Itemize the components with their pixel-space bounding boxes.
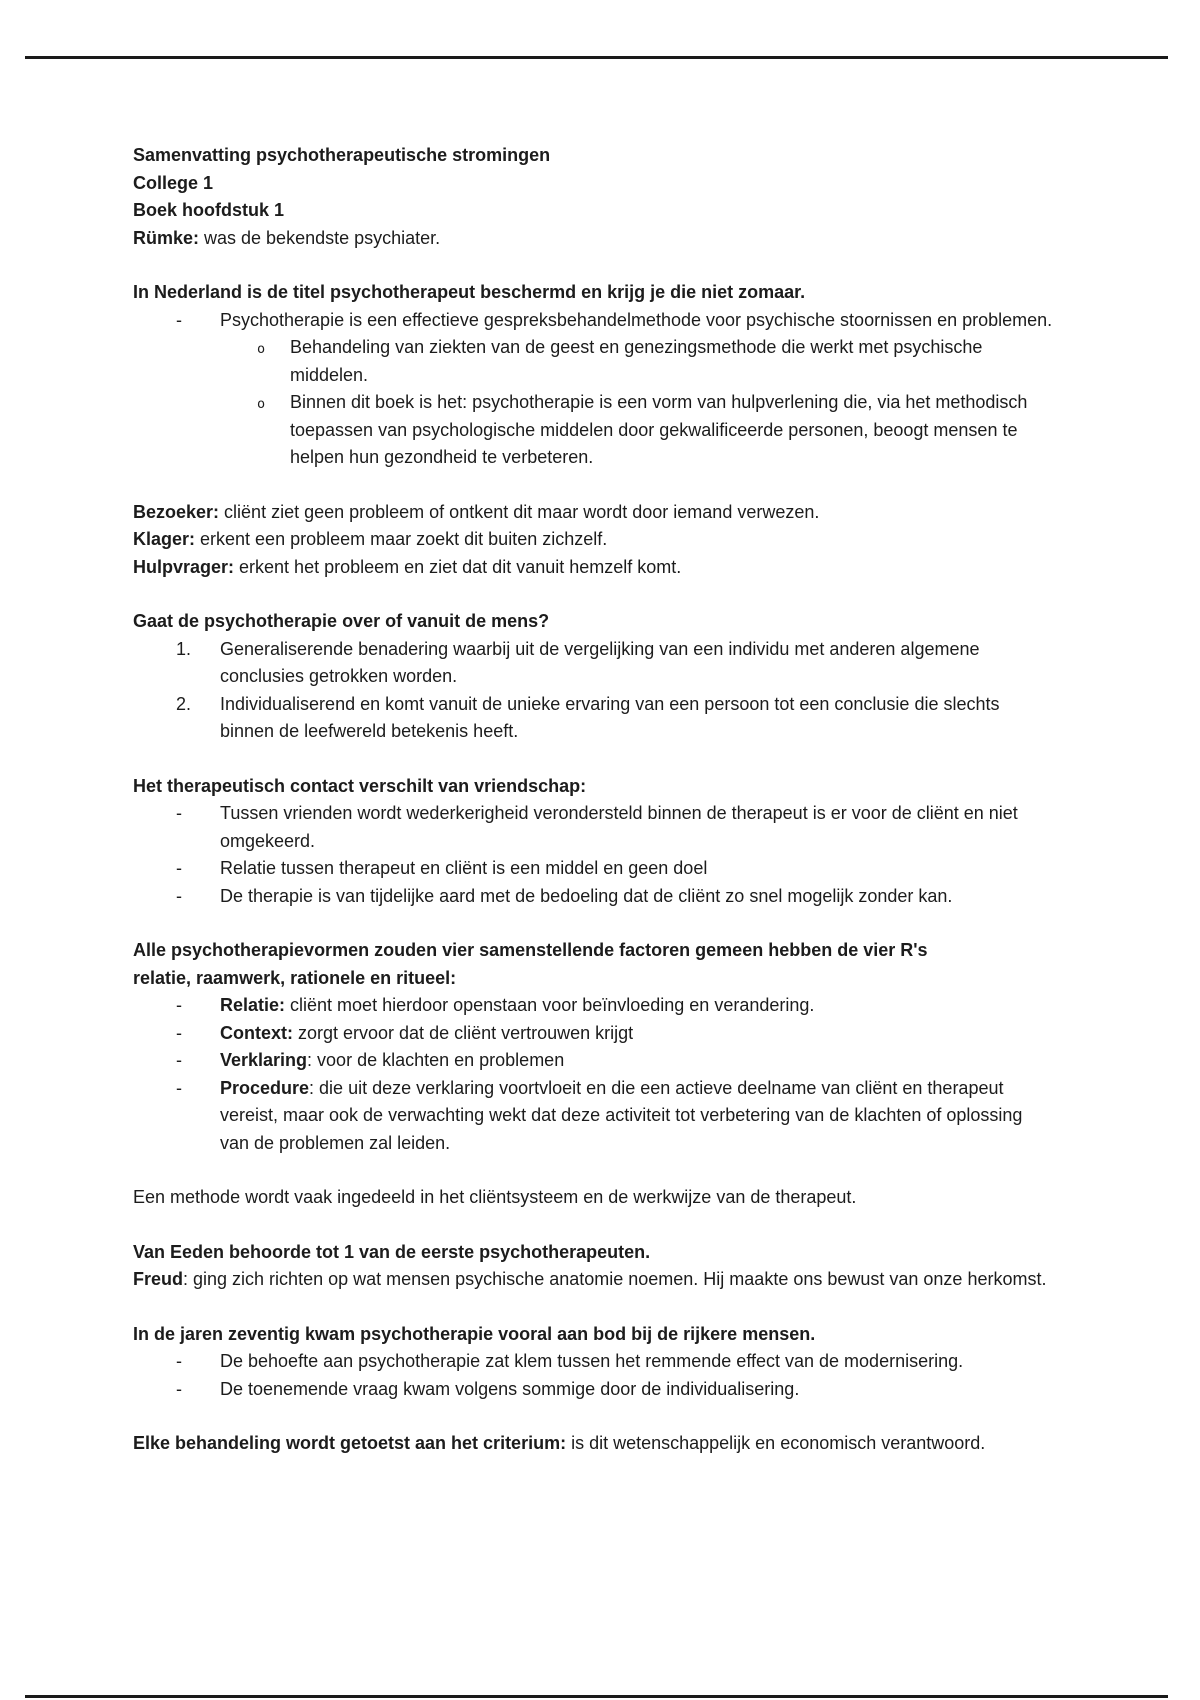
definition-line-hulpvrager	[133, 554, 1053, 582]
doc-title: Samenvatting psychotherapeutische stromingen	[133, 145, 551, 165]
term-label: Procedure	[220, 1077, 310, 1098]
term-text: erkent een probleem maar zoekt dit buiten zichzelf.	[195, 529, 608, 549]
bullet-marker: -	[176, 1077, 182, 1098]
term-label: Hulpvrager:	[133, 556, 235, 577]
section-heading: Het therapeutisch contact verschilt van vriendschap:	[133, 775, 587, 796]
bullet-text: Relatie tussen therapeut en cliënt is een middel en geen doel	[220, 858, 708, 878]
bullet-text: Behandeling van ziekten van de geest en genezingsmethode die werkt met psychische middelen.	[290, 337, 983, 385]
numbered-item	[133, 636, 1053, 691]
term-text: is dit wetenschappelijk en economisch verantwoord.	[566, 1433, 986, 1453]
bullet-item	[133, 800, 1053, 855]
document-body	[133, 142, 1053, 1485]
bullet-marker: -	[176, 858, 182, 878]
numbered-item	[133, 691, 1053, 746]
paragraph-criterium	[133, 1430, 1053, 1458]
bullet-item	[133, 334, 1053, 389]
bullet-text	[220, 1047, 1053, 1075]
term-label: Verklaring	[220, 1050, 308, 1070]
numbered-text: Generaliserende benadering waarbij uit de vergelijking van een individu met anderen algemene conclusies getrokken worden.	[220, 638, 980, 686]
number-marker: 1.	[176, 638, 192, 659]
bullet-text: Psychotherapie is een effectieve gespreksbehandelmethode voor psychische stoornissen en problemen.	[220, 309, 1053, 330]
bullet-text: Binnen dit boek is het: psychotherapie is een vorm van hulpverlening die, via het methodisch toepassen van psychologische middelen door gekwalificeerde personen, beoogt mensen te helpen hun gezondheid te verbeteren.	[290, 392, 1028, 467]
bullet-marker: -	[176, 1351, 182, 1371]
section-heading: In de jaren zeventig kwam psychotherapie vooral aan bod bij de rijkere mensen.	[133, 1323, 816, 1344]
number-marker: 2.	[176, 693, 192, 714]
paragraph-methode	[133, 1184, 1053, 1212]
bullet-item	[133, 307, 1053, 335]
term-label: Klager:	[133, 529, 196, 549]
bullet-item	[133, 1047, 1053, 1075]
bullet-text	[220, 1020, 1053, 1048]
bullet-item	[133, 1348, 1053, 1376]
section-nederland	[133, 279, 1053, 472]
definition-line-freud	[133, 1266, 1053, 1294]
bullet-marker: -	[176, 1022, 182, 1043]
bullet-item	[133, 855, 1053, 883]
bottom-divider	[25, 1695, 1168, 1698]
bullet-marker: -	[176, 1050, 182, 1070]
term-label: Bezoeker:	[133, 501, 220, 522]
term-text: zorgt ervoor dat de cliënt vertrouwen krijgt	[293, 1022, 634, 1043]
bullet-item	[133, 1020, 1053, 1048]
term-text: : die uit deze verklaring voortvloeit en die een actieve deelname van cliënt en therapeut vereist, maar ook de verwachting wekt dat deze activiteit tot verbetering van de klachten of oplossing van de problemen zal leiden.	[220, 1077, 1023, 1153]
bullet-marker: -	[176, 995, 182, 1015]
section-heading-line2: relatie, raamwerk, rationele en ritueel:	[133, 967, 457, 988]
term-label: Elke behandeling wordt getoetst aan het criterium:	[133, 1433, 567, 1453]
term-text: cliënt moet hierdoor openstaan voor beïnvloeding en verandering.	[285, 995, 815, 1015]
definition-line-rumke	[133, 225, 1053, 253]
definition-line-klager	[133, 526, 1053, 554]
bullet-item	[133, 1376, 1053, 1404]
section-jaren-zeventig	[133, 1321, 1053, 1404]
title-line-boek: Boek hoofdstuk 1	[133, 200, 285, 220]
section-heading: In Nederland is de titel psychotherapeut beschermd en krijg je die niet zomaar.	[133, 282, 806, 302]
bullet-item	[133, 389, 1053, 472]
term-label: Context:	[220, 1022, 293, 1043]
paragraph-text	[133, 1430, 1053, 1458]
bullet-text: De therapie is van tijdelijke aard met de bedoeling dat de cliënt zo snel mogelijk zonder kan.	[220, 885, 953, 906]
bullet-text: Tussen vrienden wordt wederkerigheid verondersteld binnen de therapeut is er voor de cliënt en niet omgekeerd.	[220, 803, 1018, 851]
numbered-text: Individualiserend en komt vanuit de unieke ervaring van een persoon tot een conclusie die slechts binnen de leefwereld betekenis heeft.	[220, 693, 1000, 741]
term-text: : voor de klachten en problemen	[307, 1050, 565, 1070]
section-heading: Gaat de psychotherapie over of vanuit de mens?	[133, 611, 550, 631]
bullet-marker: -	[176, 803, 182, 823]
title-line-college: College 1	[133, 172, 214, 193]
bullet-item	[133, 992, 1053, 1020]
section-therapeutisch-contact	[133, 773, 1053, 911]
section-heading: Alle psychotherapievormen zouden vier samenstellende factoren gemeen hebben de vier R's	[133, 940, 928, 960]
term-label: Freud	[133, 1269, 184, 1289]
term-text: erkent het probleem en ziet dat dit vanuit hemzelf komt.	[234, 556, 682, 577]
term-label: Rümke:	[133, 227, 200, 248]
bullet-marker: -	[176, 1378, 182, 1399]
bullet-item	[133, 883, 1053, 911]
bullet-marker: o	[257, 396, 266, 412]
bullet-marker: -	[176, 885, 182, 906]
bullet-item	[133, 1075, 1053, 1158]
section-van-eeden	[133, 1239, 1053, 1294]
section-heading: Van Eeden behoorde tot 1 van de eerste psychotherapeuten.	[133, 1241, 651, 1262]
section-gaat-psychotherapie	[133, 608, 1053, 746]
term-text: was de bekendste psychiater.	[199, 227, 441, 248]
top-divider	[25, 56, 1168, 59]
title-block	[133, 142, 1053, 252]
term-text: : ging zich richten op wat mensen psychische anatomie noemen. Hij maakte ons bewust van onze herkomst.	[183, 1269, 1047, 1289]
bullet-marker: o	[257, 341, 266, 357]
bullet-marker: -	[176, 309, 182, 330]
definition-line-bezoeker	[133, 499, 1053, 527]
bullet-text: De toenemende vraag kwam volgens sommige door de individualisering.	[220, 1378, 800, 1399]
bullet-text: De behoefte aan psychotherapie zat klem tussen het remmende effect van de modernisering.	[220, 1351, 964, 1371]
bullet-text	[220, 992, 1053, 1020]
term-text: cliënt ziet geen probleem of ontkent dit maar wordt door iemand verwezen.	[219, 501, 820, 522]
paragraph-text: Een methode wordt vaak ingedeeld in het cliëntsysteem en de werkwijze van de therapeut.	[133, 1187, 857, 1207]
section-vier-r	[133, 937, 1053, 1157]
bullet-text	[220, 1075, 1053, 1158]
definitions-block	[133, 499, 1053, 582]
term-label: Relatie:	[220, 995, 286, 1015]
